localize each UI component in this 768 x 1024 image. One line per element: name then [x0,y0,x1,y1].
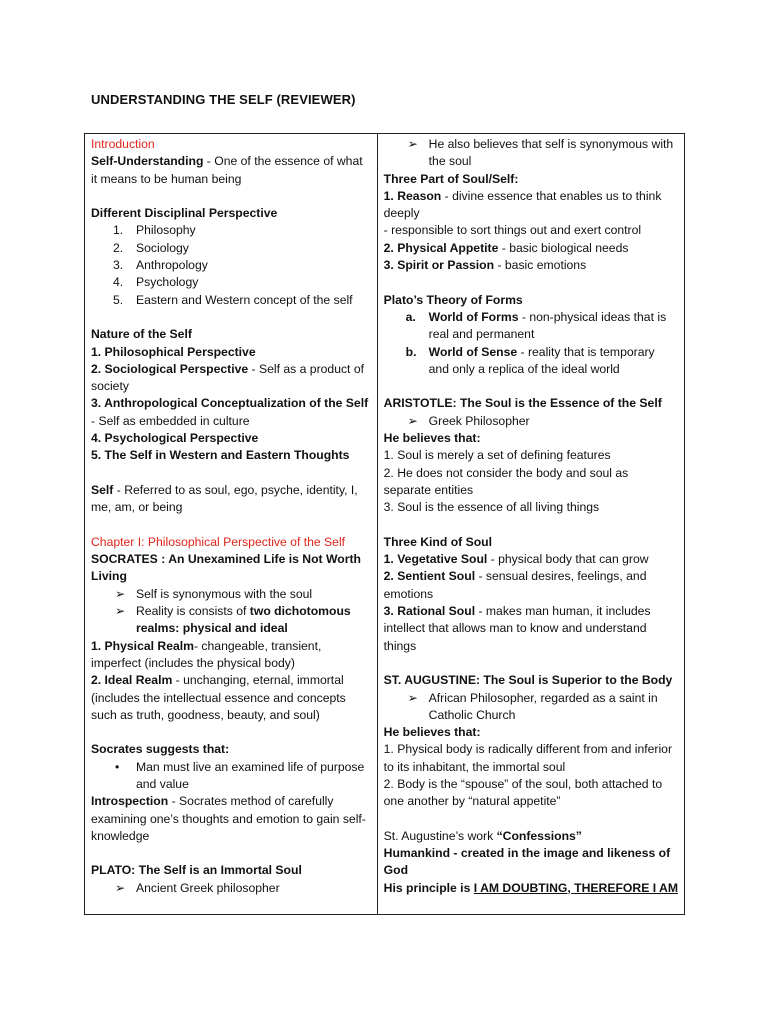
ideal-realm: 2. Ideal Realm - unchanging, eternal, immortal (includes the intellectual essence and concepts such as truth, goodness, beauty, and soul) [91,673,346,722]
nature-heading: Nature of the Self [91,327,192,342]
plato-heading: PLATO: The Self is an Immortal Soul [91,863,302,878]
three-part-heading: Three Part of Soul/Self: [383,171,519,186]
self-understanding-definition: Self-Understanding - One of the essence of what it means to be human being [91,154,363,186]
list-item: 1. Philosophy [113,223,196,238]
augustine-point: 2. Body is the “spouse” of the soul, both attached to one another by “natural appetite” [383,776,663,809]
arrow-bullet-icon: ➢ [407,413,418,428]
nature-item: 1. Philosophical Perspective [91,344,256,359]
list-item: ➢ Self is synonymous with the soul [91,586,371,603]
augustine-point: 1. Physical body is radically different from and inferior to its inhabitant, the immortal soul [383,742,673,774]
physical-realm: 1. Physical Realm- changeable, transient, imperfect (includes the physical body) [91,638,322,670]
nature-item: 5. The Self in Western and Eastern Thoughts [91,448,350,463]
soul-kind: 1. Vegetative Soul - physical body that can grow [383,552,649,567]
aristotle-point: 1. Soul is merely a set of defining features [383,448,611,463]
list-item: ➢ African Philosopher, regarded as a saint in Catholic Church [407,690,658,722]
he-believes-heading: He believes that: [383,725,481,740]
arrow-bullet-icon: ➢ [115,604,126,619]
appetite-item: 2. Physical Appetite - basic biological needs [383,240,629,255]
reason-item-2: - responsible to sort things out and exert control [383,223,642,238]
self-definition: Self - Referred to as soul, ego, psyche, identity, I, me, am, or being [91,482,358,515]
aristotle-point: 2. He does not consider the body and soul as separate entities [383,465,629,497]
dot-bullet-icon: • [115,759,120,774]
socrates-suggests: Socrates suggests that: [91,742,230,757]
arrow-bullet-icon: ➢ [115,880,126,895]
three-kind-heading: Three Kind of Soul [383,534,492,549]
list-item: 3. Anthropology [113,258,208,273]
document-title: UNDERSTANDING THE SELF (REVIEWER) [91,92,356,107]
right-column [378,134,684,914]
forms-heading: Plato’s Theory of Forms [383,292,523,307]
chapter-heading: Chapter I: Philosophical Perspective of the Self [91,534,346,549]
aristotle-point: 3. Soul is the essence of all living things [383,500,600,515]
arrow-bullet-icon: ➢ [407,690,418,705]
list-item: ➢ He also believes that self is synonymous with the soul [407,137,674,169]
list-item: 2. Sociology [113,240,189,255]
list-item: ➢ Greek Philosopher [384,413,678,430]
left-column [85,134,378,914]
spirit-item: 3. Spirit or Passion - basic emotions [383,258,587,273]
list-item: 5. Eastern and Western concept of the self [113,292,353,307]
introspection-definition: Introspection - Socrates method of carefully examining one’s thoughts and emotion to gain self-knowledge [91,794,366,843]
list-item: • Man must live an examined life of purpose and value [115,759,365,791]
nature-item: 3. Anthropological Conceptualization of the Self - Self as embedded in culture [91,396,369,428]
principle-line: His principle is I AM DOUBTING, THEREFORE I AM [383,880,678,895]
aristotle-heading: ARISTOTLE: The Soul is the Essence of the Self [383,396,662,411]
disciplinal-heading: Different Disciplinal Perspective [91,206,278,221]
confessions-line: St. Augustine’s work “Confessions” [383,828,582,843]
disciplines-list [91,222,371,308]
he-believes-heading: He believes that: [383,431,481,446]
list-item: b. World of Sense - reality that is temporary and only a replica of the ideal world [405,344,655,376]
socrates-heading: SOCRATES : An Unexamined Life is Not Worth Living [91,552,361,584]
humankind-line: Humankind - created in the image and likeness of God [383,846,671,878]
list-item: ➢ Ancient Greek philosopher [91,880,371,897]
nature-item: 4. Psychological Perspective [91,431,259,446]
reviewer-table [84,133,685,915]
augustine-heading: ST. AUGUSTINE: The Soul is Superior to the Body [383,673,673,688]
nature-item: 2. Sociological Perspective - Self as a product of society [91,361,364,394]
list-item: 4. Psychology [113,275,199,290]
reason-item: 1. Reason - divine essence that enables us to think deeply [383,188,662,221]
arrow-bullet-icon: ➢ [115,586,126,601]
list-item: ➢ Reality is consists of two dichotomous realms: physical and ideal [115,604,351,636]
soul-kind: 2. Sentient Soul - sensual desires, feelings, and emotions [383,569,647,601]
soul-kind: 3. Rational Soul - makes man human, it includes intellect that allows man to know and understand things [383,604,651,653]
arrow-bullet-icon: ➢ [407,137,418,151]
introduction-heading: Introduction [91,137,155,151]
list-item: a. World of Forms - non-physical ideas that is real and permanent [405,309,667,342]
